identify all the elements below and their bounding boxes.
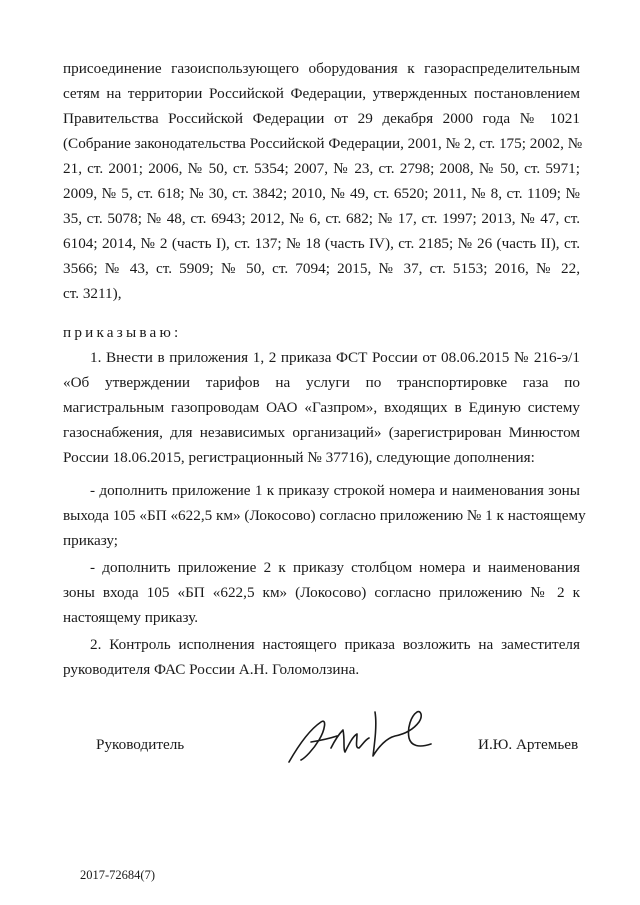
text-line: 3566; № 43, ст. 5909; № 50, ст. 7094; 2015, № 37, ст. 5153; 2016, № 22, xyxy=(63,260,580,277)
text-line: 2. Контроль исполнения настоящего приказа возложить на заместителя xyxy=(90,636,580,653)
handwritten-signature xyxy=(283,700,443,780)
item-1-paragraph xyxy=(63,345,580,470)
signature-block xyxy=(0,700,640,800)
text-line: зоны входа 105 «БП «622,5 км» (Локосово) согласно приложению № 2 к xyxy=(63,584,580,601)
text-line: 21, ст. 2001; 2006, № 50, ст. 5354; 2007, № 23, ст. 2798; 2008, № 50, ст. 5971; xyxy=(63,160,580,177)
document-number: 2017-72684(7) xyxy=(80,868,155,882)
signatory-name: И.Ю. Артемьев xyxy=(478,736,579,753)
text-line: 6104; 2014, № 2 (часть I), ст. 137; № 18 (часть IV), ст. 2185; № 26 (часть II), ст. xyxy=(63,235,580,252)
text-line: 35, ст. 5078; № 48, ст. 6943; 2012, № 6, ст. 682; № 17, ст. 1997; 2013, № 47, ст. xyxy=(63,210,580,227)
text-line: руководителя ФАС России А.Н. Голомолзина. xyxy=(63,661,360,678)
text-line: (Собрание законодательства Российской Федерации, 2001, № 2, ст. 175; 2002, № xyxy=(63,135,583,152)
text-line: Правительства Российской Федерации от 29 декабря 2000 года № 1021 xyxy=(63,110,580,127)
text-line: - дополнить приложение 1 к приказу строкой номера и наименования зоны xyxy=(90,482,580,499)
bullet-1-paragraph xyxy=(63,478,586,553)
text-line: ст. 3211), xyxy=(63,285,122,302)
item-2-paragraph xyxy=(63,632,580,682)
bullet-2-paragraph xyxy=(63,555,580,630)
text-line: газоснабжения, для независимых организаций» (зарегистрирован Минюстом xyxy=(63,424,580,441)
text-line: России 18.06.2015, регистрационный № 37716), следующие дополнения: xyxy=(63,449,535,466)
text-line: сетям на территории Российской Федерации, утвержденных постановлением xyxy=(63,85,580,102)
order-heading: приказываю: xyxy=(63,324,182,341)
text-line: настоящему приказу. xyxy=(63,609,199,626)
text-line: выхода 105 «БП «622,5 км» (Локосово) согласно приложению № 1 к настоящему xyxy=(63,507,586,524)
text-line: присоединение газоиспользующего оборудования к газораспределительным xyxy=(63,60,580,77)
text-line: «Об утверждении тарифов на услуги по транспортировке газа по xyxy=(63,374,580,391)
text-line: магистральным газопроводам ОАО «Газпром», входящих в Единую систему xyxy=(63,399,580,416)
text-line: приказу; xyxy=(63,532,119,549)
signatory-role: Руководитель xyxy=(96,736,185,753)
intro-paragraph xyxy=(63,56,583,306)
text-line: 2009, № 5, ст. 618; № 30, ст. 3842; 2010, № 49, ст. 6520; 2011, № 8, ст. 1109; № xyxy=(63,185,580,202)
text-line: 1. Внести в приложения 1, 2 приказа ФСТ России от 08.06.2015 № 216-э/1 xyxy=(90,349,580,366)
text-line: - дополнить приложение 2 к приказу столбцом номера и наименования xyxy=(90,559,580,576)
